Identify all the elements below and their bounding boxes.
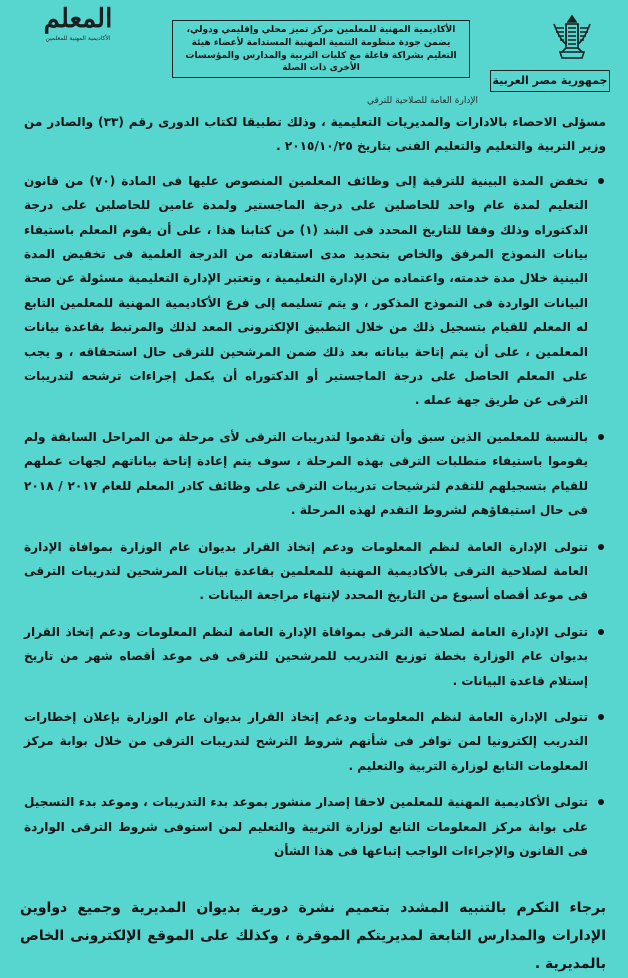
academy-vision-box: الأكاديمية المهنية للمعلمين مركز تميز محلي وإقليمي ودولي، يضمن جودة منظومة التنمية المهنية المستدامة لأعضاء هيئة التعليم بشراكة فاعلة مع كليات التربية والمدارس والمؤسسات الأخرى ذات الصلة — [172, 20, 470, 78]
bullet-item — [24, 705, 606, 778]
bullet-item — [24, 169, 606, 413]
logo-subtitle: الأكاديمية المهنية للمعلمين — [45, 35, 111, 43]
bullet-item — [24, 425, 606, 523]
eagle-emblem-icon — [546, 10, 598, 68]
bullet-dot-icon — [598, 178, 604, 184]
bullet-item — [24, 535, 606, 608]
bullet-dot-icon — [598, 629, 604, 635]
bullet-dot-icon — [598, 434, 604, 440]
bullet-dot-icon — [598, 799, 604, 805]
government-label-box: جمهورية مصر العربية — [490, 70, 610, 92]
intro-paragraph: مسؤلى الاحصاء بالادارات والمديريات التعليمية ، وذلك تطبيقا لكتاب الدورى رقم (٣٣) والصادر من وزير التربية والتعليم والتعليم الفنى بتاريخ ٢٠١٥/١٠/٢٥ . — [24, 115, 606, 154]
bullet-text: بالنسبة للمعلمين الذين سبق وأن تقدموا لتدريبات الترقى لأى مرحلة من المراحل السابقة ولم يقوموا باستيفاء متطلبات الترقى بهذه المرحلة ، سوف يتم إعادة إتاحة بياناتهم لجهات عملهم للقيام بتسجيلهم للتقدم لترشيحات تدريبات الترقى على وظائف كادر المعلم للعام ٢٠١٧ / ٢٠١٨ فى حال استيفاؤهم لشروط التقدم لهذه المرحلة . — [24, 429, 588, 518]
bullet-dot-icon — [598, 544, 604, 550]
academy-logo — [18, 4, 138, 56]
bullet-text: تتولى الأكاديمية المهنية للمعلمين لاحقا إصدار منشور بموعد بدء التدريبات ، وموعد بدء التسجيل على بوابة مركز المعلومات التابع لوزارة التربية والتعليم لمن استوفى شروط الترقى الواردة فى القانون والإجراءات الواجب إتباعها فى هذا الشأن — [24, 795, 588, 858]
bullet-text: تتولى الإدارة العامة لنظم المعلومات ودعم إتخاذ القرار بديوان عام الوزارة بموافاة الإدارة العامة لصلاحية الترقى بالأكاديمية المهنية للمعلمين بقاعدة بيانات المرشحين لتدريبات الترقى فى موعد أقصاه أسبوع من التاريخ المحدد لإنتهاء مراجعة البيانات . — [24, 539, 588, 603]
bullet-item — [24, 790, 606, 863]
department-line: الإدارة العامة للصلاحية للترقي — [367, 96, 478, 106]
bullet-text: تخفض المدة البينية للترقية إلى وظائف المعلمين المنصوص عليها فى المادة (٧٠) من قانون التعليم لمدة عام واحد للحاصلين على درجة الماجستير ولمدة عامين للحاصلين على درجة الدكتوراه وذلك وفقا للتاريخ المحدد فى البند (١) من كتابنا هذا ، على أن يقوم المعلم باستيفاء بيانات النموذج المرفق والخاص بتحديد مدى استفادته من الدرجة العلمية فى تخفيض المدة البينية خلال مدة خدمته، واعتماده من الإدارة التعليمية ، وتعتبر الإدارة التعليمية مسئولة عن صحة البيانات الواردة فى النموذج المذكور ، و يتم تسليمه إلى فرع الأكاديمية المهنية للمعلمين التابع له المعلم للقيام بتسجيل ذلك من خلال التطبيق الإلكترونى المعد لذلك والمرتبط بقاعدة بيانات المعلمين ، على أن يتم إتاحة بياناته بعد ذلك ضمن المرشحين للترقى حال استحقاقه ، و يجب على المعلم الحاصل على درجة الماجستير أو الدكتوراه أن يكمل إجراءات ترشحه لتدريبات الترقى عن طريق جهة عمله . — [24, 173, 588, 408]
closing-paragraph: برجاء التكرم بالتنبيه المشدد بتعميم نشرة دورية بديوان المديرية وجميع دواوين الإدارات والمدارس التابعة لمديريتكم الموقرة ، وكذلك على الموقع الإلكترونى الخاص بالمديرية . — [20, 900, 606, 972]
letter-body — [24, 110, 606, 875]
bullet-text: تتولى الإدارة العامة لنظم المعلومات ودعم إتخاذ القرار بديوان عام الوزارة بإعلان إخطارات التدريب إلكترونيا لمن توافر فى شأنهم شروط الترشح لتدريبات الترقى من خلال بوابة مركز المعلومات التابع لوزارة التربية والتعليم . — [24, 709, 588, 773]
bullet-dot-icon — [598, 714, 604, 720]
bullet-list — [24, 169, 606, 864]
bullet-item — [24, 620, 606, 693]
logo-brand: المعلم — [43, 4, 113, 34]
bullet-text: تتولى الإدارة العامة لصلاحية الترقى بموافاة الإدارة العامة لنظم المعلومات ودعم إتخاذ القرار بديوان عام الوزارة بخطة توزيع التدريب للمرشحين للترقى فى موعد أقصاه شهر من تاريخ إستلام قاعدة البيانات . — [24, 624, 588, 688]
letterhead — [0, 0, 628, 112]
